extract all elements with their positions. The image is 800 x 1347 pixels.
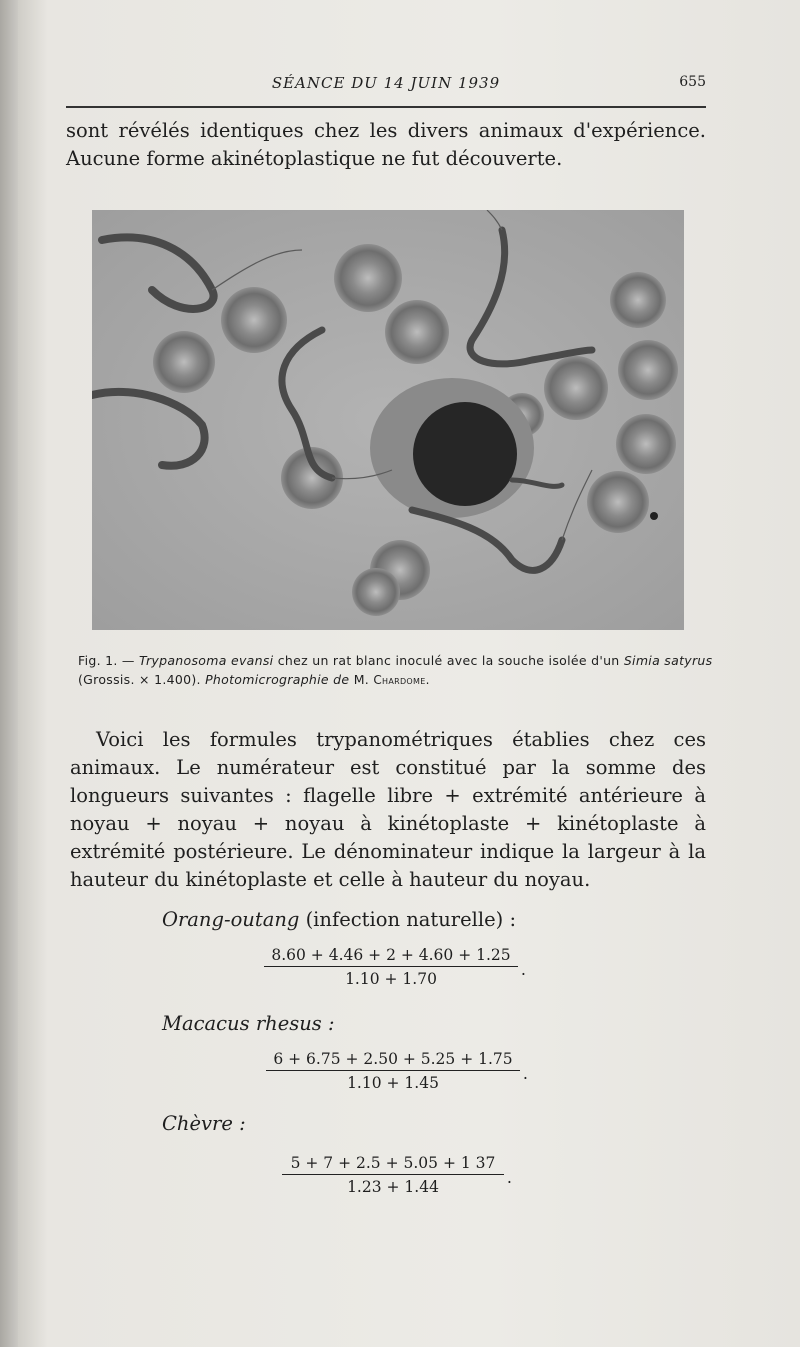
- paragraph-formulas-intro: Voici les formules trypanométriques établies chez ces animaux. Le numérateur est constitué par la somme des longueurs suivantes : flagelle libre + extrémité antérieure à noyau + noyau + noyau à kinétoplaste + kinétoplaste à extrémité postérieure. Le dénominateur indique la largeur à la hauteur du kinétoplaste et celle à hauteur du noyau.: [70, 728, 706, 891]
- page-header: [66, 74, 706, 98]
- formula-period: .: [520, 960, 526, 979]
- formula-numerator: 5 + 7 + 2.5 + 5.05 + 1 37: [282, 1154, 504, 1175]
- figure-caption: [78, 651, 718, 690]
- species-name: Chèvre :: [162, 1112, 246, 1135]
- formula-denominator: 1.23 + 1.44: [347, 1178, 439, 1196]
- species-note: (infection naturelle) :: [299, 908, 517, 931]
- page-number: 655: [679, 74, 706, 90]
- micrograph-image: [92, 210, 684, 630]
- formula-macacus: [266, 1050, 528, 1092]
- formula-chevre: [282, 1154, 512, 1196]
- book-spine-shadow: [0, 0, 18, 1347]
- micrograph-figure: [92, 210, 684, 630]
- caption-magnification: (Grossis. × 1.400).: [78, 672, 206, 687]
- caption-credit-name: Chardome.: [373, 673, 430, 687]
- caption-credit-m: M.: [349, 672, 374, 687]
- formula-orang: [264, 946, 526, 988]
- species-label-macacus: [162, 1012, 335, 1035]
- caption-host: Simia satyrus: [623, 653, 713, 668]
- species-name: Macacus rhesus :: [162, 1012, 335, 1035]
- caption-organism: Trypanosoma evansi: [139, 653, 274, 668]
- formula-period: .: [522, 1064, 528, 1083]
- caption-mid: chez un rat blanc inoculé avec la souche isolée d'un: [273, 653, 624, 668]
- caption-prefix: Fig. 1. —: [78, 653, 140, 668]
- species-label-chevre: [162, 1112, 246, 1135]
- formula-denominator: 1.10 + 1.70: [345, 970, 437, 988]
- paragraph-continuation: sont révélés identiques chez les divers animaux d'expérience. Aucune forme akinétoplastique ne fut découverte.: [66, 119, 706, 170]
- caption-credit: Photomicrographie de: [205, 672, 350, 687]
- formula-numerator: 6 + 6.75 + 2.50 + 5.25 + 1.75: [266, 1050, 520, 1071]
- formula-period: .: [506, 1168, 512, 1187]
- species-label-orang: [162, 908, 516, 931]
- running-title: SÉANCE DU 14 JUIN 1939: [271, 74, 501, 92]
- species-name: Orang-outang: [162, 908, 300, 931]
- header-rule: [66, 106, 706, 108]
- formula-denominator: 1.10 + 1.45: [347, 1074, 439, 1092]
- formula-numerator: 8.60 + 4.46 + 2 + 4.60 + 1.25: [264, 946, 518, 967]
